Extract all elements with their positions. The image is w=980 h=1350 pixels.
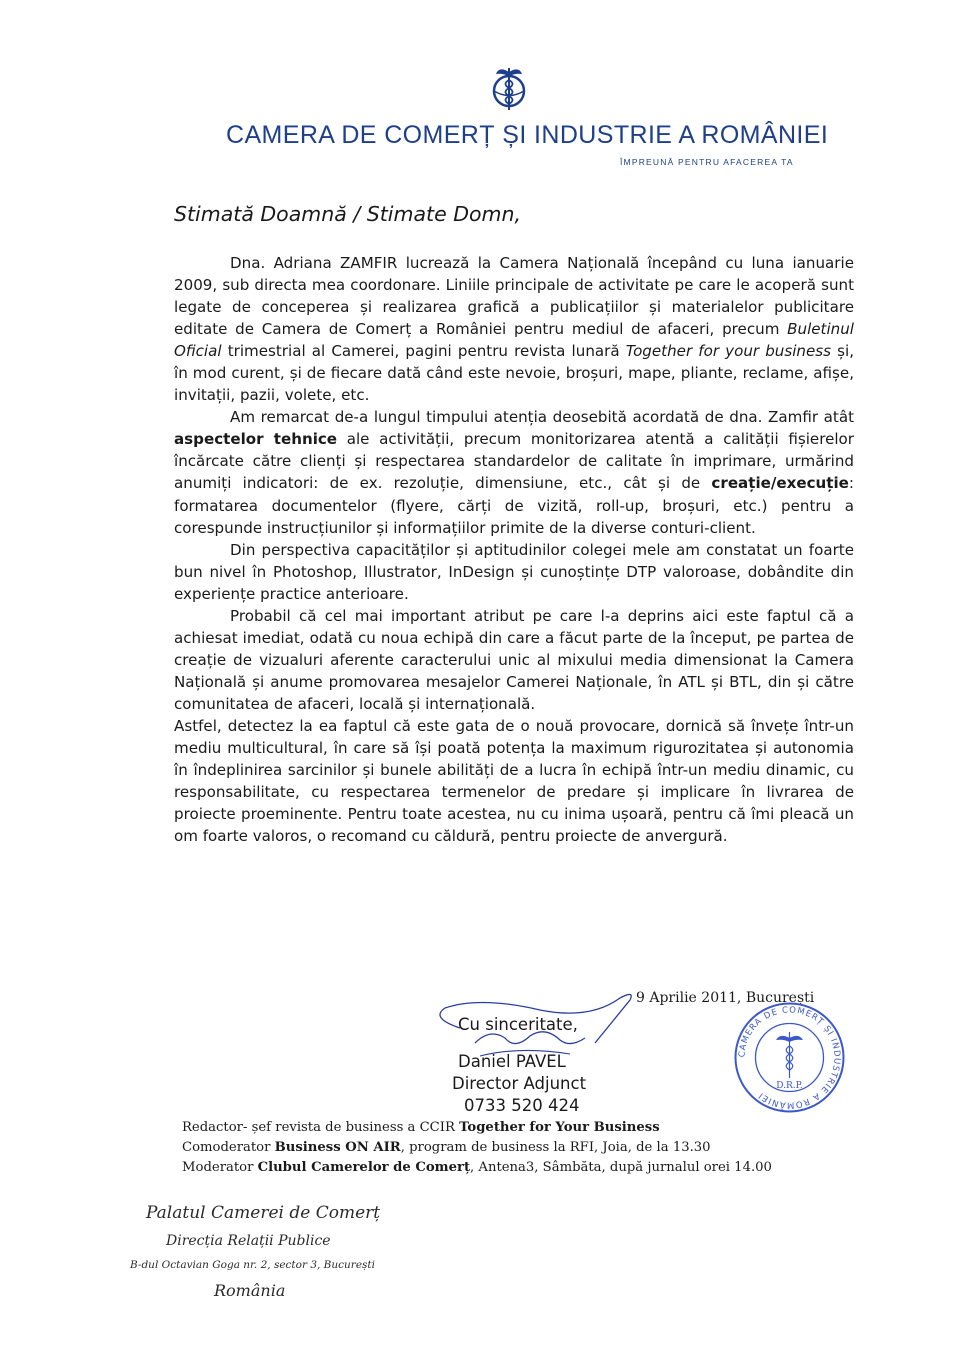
date-place: 9 Aprilie 2011, București [636,990,815,1006]
paragraph-4: Probabil că cel mai important atribut pe care l-a deprins aici este faptul că a achiesat imediat, odată cu noua echipă din care a făcut parte de la început, pe partea de creație de vizualuri aferente caracterului unic al mixului media dimensionat la Camera Națională și anume promovarea mesajelor Camerei Naționale, în ATL și BTL, din și către comunitatea de afaceri, locală și internațională. [174,606,854,713]
stamp-center-text: D.R.P. [776,1081,803,1091]
paragraph-2: Am remarcat de-a lungul timpului atenția deosebită acordată de dna. Zamfir atât aspectelor tehnice ale activității, precum monitorizarea atentă a calității fișierelor încărcate către clienți și respectarea standardelor de calitate în imprimare, urmărind anumiți indicatori: de ex. rezoluție, dimensiune, etc., cât și de creație/execuție: formatarea documentelor (flyere, cărți de vizită, roll-up, broșuri, etc.) pentru a corespunde instrucțiunilor și informațiilor primite de la diverse conturi-client. [174,408,854,537]
address-line-1: Palatul Camerei de Comerț [146,1203,381,1223]
signature-closing: Cu sinceritate, [458,1015,578,1034]
address-line-4: România [214,1281,286,1300]
organization-tagline: ÎMPREUNĂ PENTRU AFACEREA TA [620,157,794,167]
paragraph-3: Din perspectiva capacităților și aptitudinilor colegei mele am constatat un foarte bun nivel în Photoshop, Illustrator, InDesign și cunoștințe DTP valoroase, dobândite din experiențe practice anterioare. [174,540,854,603]
role-line-2: Comoderator Business ON AIR, program de business la RFI, Joia, de la 13.30 [182,1140,711,1155]
official-stamp [732,1000,847,1115]
paragraph-5: Astfel, detectez la ea faptul că este gata de o nouă provocare, dornică să învețe într-un mediu multicultural, în care să își poată potența la maximum rigurozitatea și autonomia în îndeplinirea sarcinilor și bunele abilități de a lucra în echipă într-un mediu dinamic, cu responsabilitate, cu respectarea termenelor de predare și implicare în livrarea de proiecte proeminente. Pentru toate acestea, nu cu inima ușoară, pentru că îmi pleacă un om foarte valoros, o recomand cu căldură, pentru proiecte de anvergură. [174,716,854,846]
role-line-3: Moderator Clubul Camerelor de Comerț, Antena3, Sâmbăta, după jurnalul orei 14.00 [182,1160,772,1175]
signatory-title: Director Adjunct [452,1074,587,1093]
signatory-phone: 0733 520 424 [464,1096,580,1115]
address-line-2: Direcția Relații Publice [166,1233,331,1249]
caduceus-globe-icon [484,64,534,114]
address-line-3: B-dul Octavian Goga nr. 2, sector 3, București [130,1259,376,1271]
paragraph-1: Dna. Adriana ZAMFIR lucrează la Camera Națională începând cu luna ianuarie 2009, sub directa mea coordonare. Liniile principale de activitate pe care le acoperă sunt legate de conceperea și realizarea grafică a publicațiilor și materialelor publicitare editate de Camera de Comerț a României pentru mediul de afaceri, precum Buletinul Oficial trimestrial al Camerei, pagini pentru revista lunară Together for your business și, în mod curent, și de fiecare dată când este nevoie, broșuri, mape, pliante, reclame, afișe, invitații, pazii, volete, etc. [174,254,854,405]
role-line-1: Redactor- șef revista de business a CCIR Together for Your Business [182,1120,660,1135]
salutation: Stimată Doamnă / Stimate Domn, [174,202,521,226]
signatory-name: Daniel PAVEL [458,1052,566,1071]
letter-body [174,252,854,847]
stamp-ring-text: CAMERA DE COMERȚ ȘI INDUSTRIE A ROMÂNIEI [737,1005,842,1110]
organization-name: CAMERA DE COMERȚ ȘI INDUSTRIE A ROMÂNIEI [226,121,829,149]
signatory-roles [182,1118,882,1178]
